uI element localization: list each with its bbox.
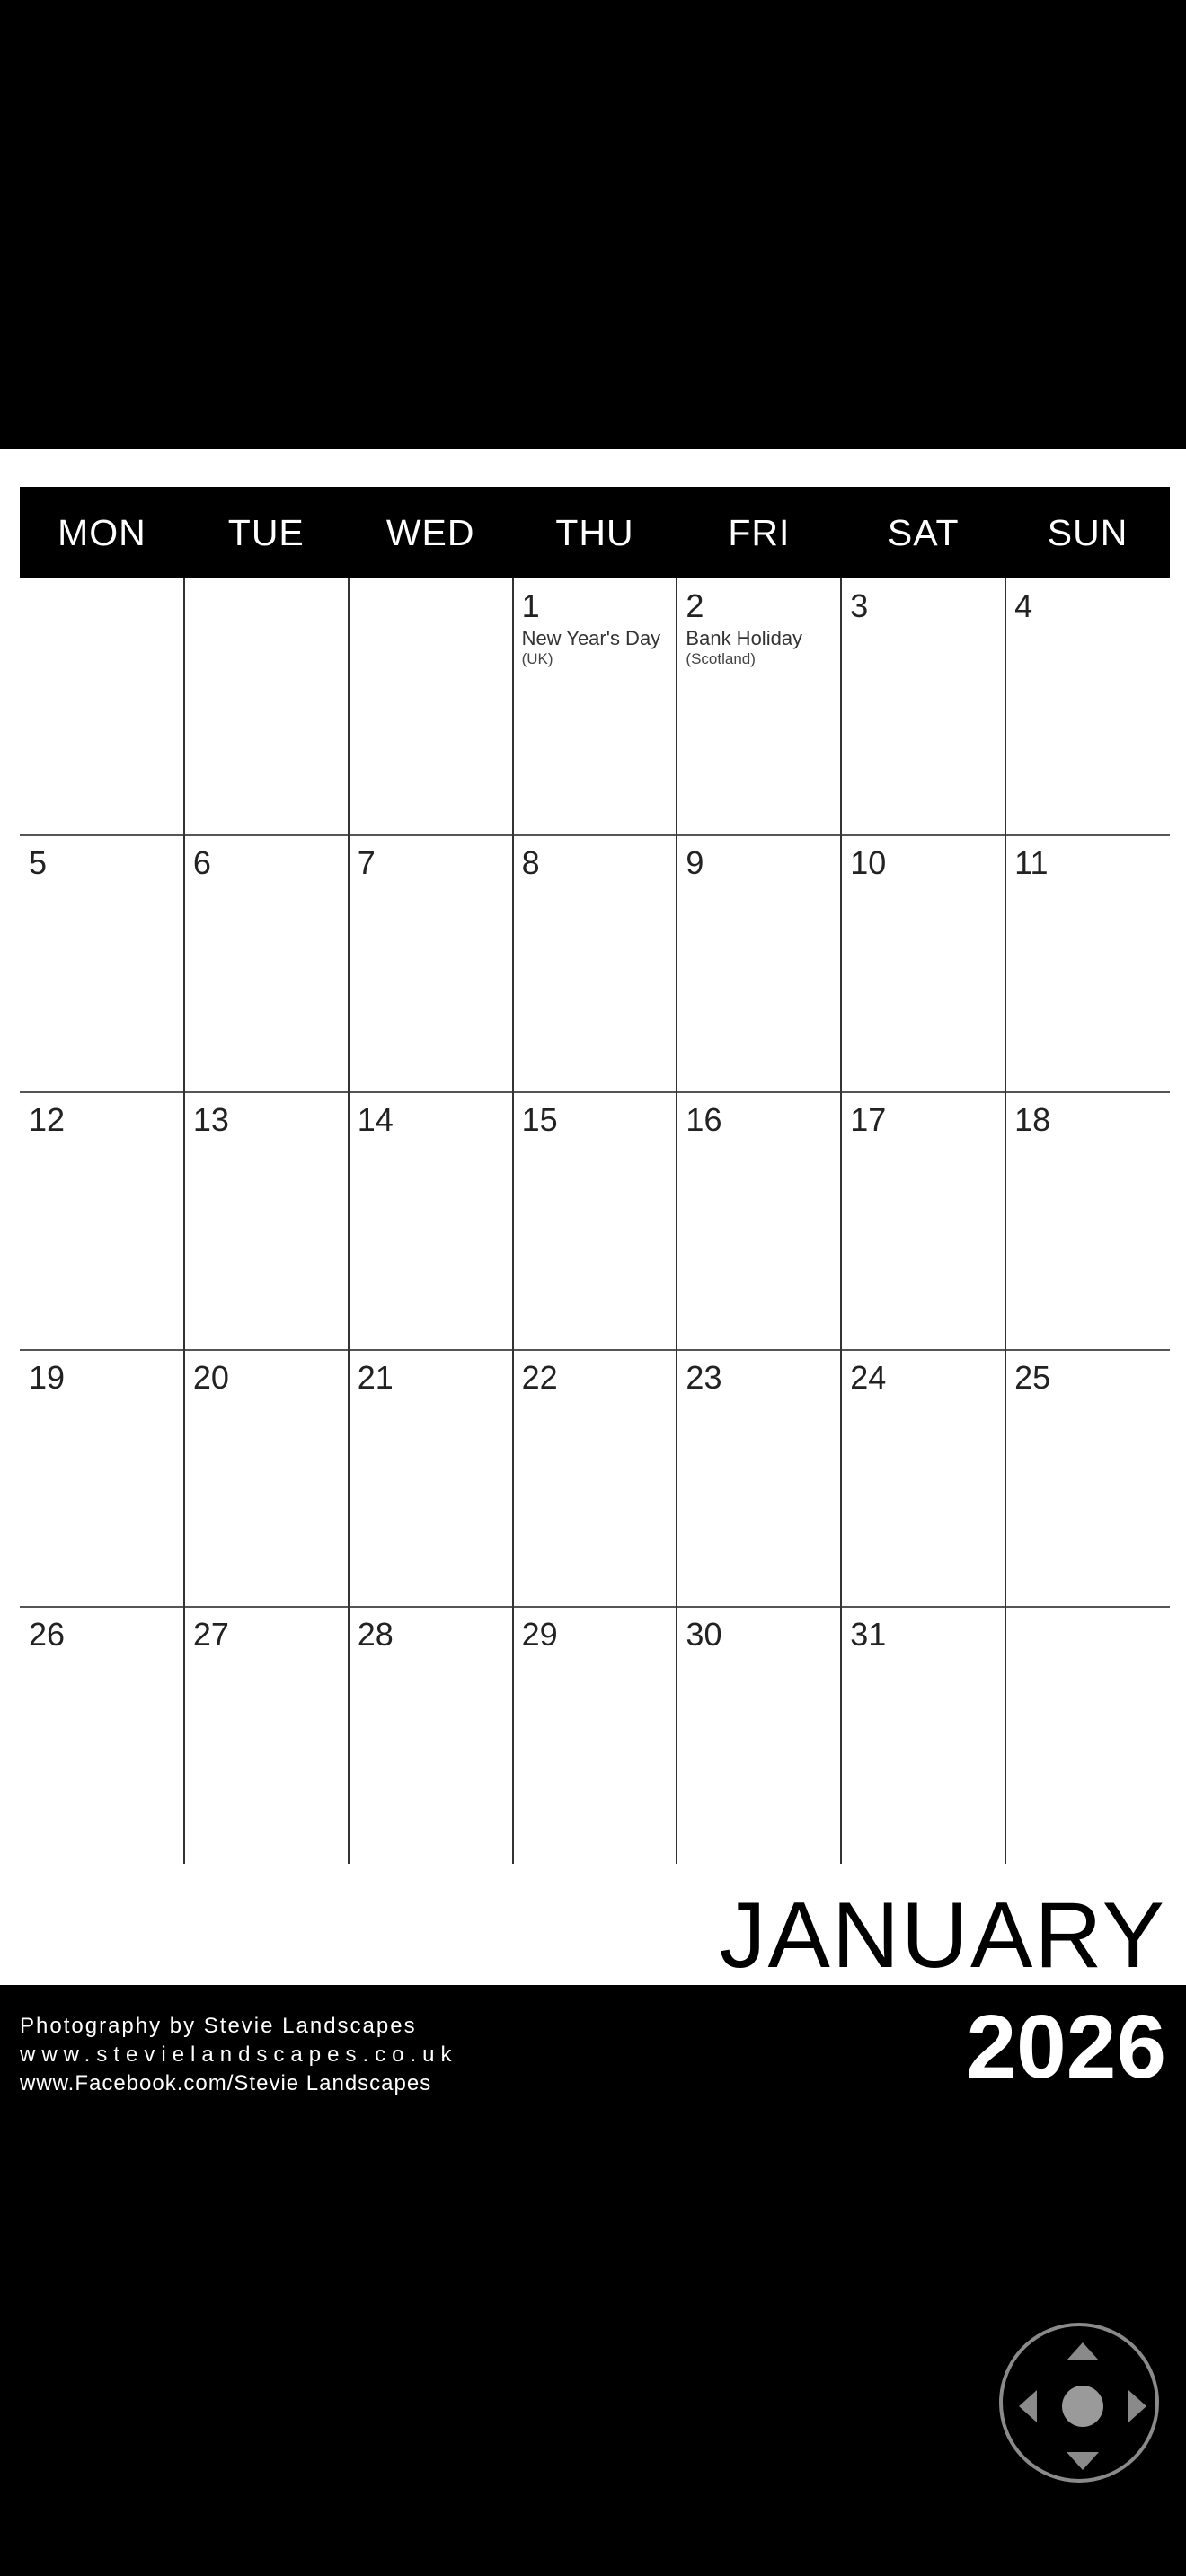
day-cell bbox=[184, 1092, 349, 1349]
day-number: 18 bbox=[1014, 1101, 1051, 1139]
day-cell bbox=[1005, 1350, 1170, 1607]
day-grid bbox=[20, 578, 1170, 1864]
day-number: 4 bbox=[1014, 587, 1033, 624]
day-cell bbox=[841, 835, 1005, 1092]
weekday-wed: WED bbox=[385, 511, 475, 553]
day-cell bbox=[513, 835, 677, 1092]
day-number: 27 bbox=[192, 1615, 229, 1653]
day-number: 2 bbox=[686, 587, 704, 624]
dpad-icon[interactable] bbox=[999, 2323, 1159, 2483]
week-divider bbox=[20, 1091, 1170, 1093]
day-cell bbox=[677, 835, 841, 1092]
day-divider bbox=[512, 578, 514, 1864]
weekday-tue: TUE bbox=[227, 511, 305, 553]
holiday-name: Bank Holiday bbox=[686, 627, 803, 649]
calendar-grid bbox=[20, 487, 1170, 1864]
day-divider bbox=[676, 578, 677, 1864]
day-number: 21 bbox=[357, 1358, 394, 1396]
holiday-note: (UK) bbox=[521, 650, 553, 667]
week-divider bbox=[20, 1606, 1170, 1608]
day-number: 30 bbox=[686, 1615, 722, 1653]
day-number: 13 bbox=[192, 1101, 229, 1139]
day-cell bbox=[1005, 1092, 1170, 1349]
website-link: www.stevielandscapes.co.uk bbox=[20, 2042, 458, 2067]
day-cell bbox=[677, 578, 841, 835]
day-cell bbox=[513, 1092, 677, 1349]
day-number: 11 bbox=[1014, 844, 1049, 882]
holiday-label bbox=[522, 627, 670, 668]
day-number: 8 bbox=[521, 844, 540, 882]
holiday-name: New Year's Day bbox=[521, 627, 661, 649]
day-number: 16 bbox=[686, 1101, 722, 1139]
day-number: 24 bbox=[850, 1358, 887, 1396]
day-number: 31 bbox=[850, 1615, 887, 1653]
day-number: 1 bbox=[521, 587, 540, 624]
day-cell bbox=[1005, 578, 1170, 835]
day-cell bbox=[184, 835, 349, 1092]
day-divider bbox=[840, 578, 842, 1864]
day-cell bbox=[20, 1092, 184, 1349]
top-black-area bbox=[0, 0, 1186, 449]
credit-line: Photography by Stevie Landscapes bbox=[20, 2014, 417, 2038]
day-number: 3 bbox=[850, 587, 869, 624]
dpad-center-button[interactable] bbox=[1062, 2386, 1103, 2427]
holiday-note: (Scotland) bbox=[686, 650, 756, 667]
day-number: 26 bbox=[29, 1615, 66, 1653]
day-number: 15 bbox=[521, 1101, 558, 1139]
weekday-sun: SUN bbox=[1047, 511, 1128, 553]
year-title: 2026 bbox=[966, 1997, 1166, 2097]
day-cell bbox=[20, 835, 184, 1092]
month-title: JANUARY bbox=[719, 1883, 1166, 1988]
day-cell bbox=[349, 835, 513, 1092]
weekday-header bbox=[20, 487, 1170, 578]
day-cell bbox=[841, 1350, 1005, 1607]
day-divider bbox=[348, 578, 350, 1864]
day-number: 19 bbox=[29, 1358, 66, 1396]
day-number: 23 bbox=[686, 1358, 722, 1396]
day-cell bbox=[349, 1092, 513, 1349]
day-number: 12 bbox=[29, 1101, 66, 1139]
day-cell bbox=[349, 1607, 513, 1864]
week-divider bbox=[20, 834, 1170, 836]
day-number: 25 bbox=[1014, 1358, 1051, 1396]
weekday-thu: THU bbox=[555, 511, 634, 553]
day-number: 22 bbox=[521, 1358, 558, 1396]
empty-day-cell bbox=[1005, 1607, 1170, 1864]
week-divider bbox=[20, 1349, 1170, 1351]
day-cell bbox=[677, 1607, 841, 1864]
day-cell bbox=[20, 1350, 184, 1607]
weekday-mon: MON bbox=[58, 511, 146, 553]
day-cell bbox=[349, 1350, 513, 1607]
day-number: 20 bbox=[192, 1358, 229, 1396]
day-number: 9 bbox=[686, 844, 704, 882]
day-cell bbox=[20, 1607, 184, 1864]
day-cell bbox=[184, 1350, 349, 1607]
day-divider bbox=[1005, 578, 1006, 1864]
weekday-fri: FRI bbox=[728, 511, 791, 553]
day-cell bbox=[677, 1350, 841, 1607]
day-cell bbox=[184, 1607, 349, 1864]
arrow-up-icon[interactable] bbox=[1067, 2342, 1099, 2360]
day-cell bbox=[841, 578, 1005, 835]
arrow-right-icon[interactable] bbox=[1128, 2390, 1146, 2422]
day-cell bbox=[1005, 835, 1170, 1092]
day-number: 29 bbox=[521, 1615, 558, 1653]
day-number: 28 bbox=[357, 1615, 394, 1653]
day-cell bbox=[513, 578, 677, 835]
facebook-link: www.Facebook.com/Stevie Landscapes bbox=[20, 2071, 432, 2095]
arrow-down-icon[interactable] bbox=[1067, 2452, 1099, 2470]
arrow-left-icon[interactable] bbox=[1019, 2390, 1037, 2422]
empty-day-cell bbox=[20, 578, 184, 835]
empty-day-cell bbox=[184, 578, 349, 835]
day-cell bbox=[513, 1350, 677, 1607]
weekday-sat: SAT bbox=[887, 511, 960, 553]
day-number: 17 bbox=[850, 1101, 887, 1139]
day-number: 7 bbox=[357, 844, 376, 882]
photo-credits bbox=[20, 2012, 457, 2098]
holiday-label bbox=[686, 627, 834, 668]
day-number: 6 bbox=[192, 844, 211, 882]
day-cell bbox=[841, 1092, 1005, 1349]
day-number: 5 bbox=[29, 844, 48, 882]
day-number: 10 bbox=[850, 844, 887, 882]
day-cell bbox=[513, 1607, 677, 1864]
day-cell bbox=[841, 1607, 1005, 1864]
day-divider bbox=[183, 578, 185, 1864]
day-number: 14 bbox=[357, 1101, 394, 1139]
day-cell bbox=[677, 1092, 841, 1349]
empty-day-cell bbox=[349, 578, 513, 835]
